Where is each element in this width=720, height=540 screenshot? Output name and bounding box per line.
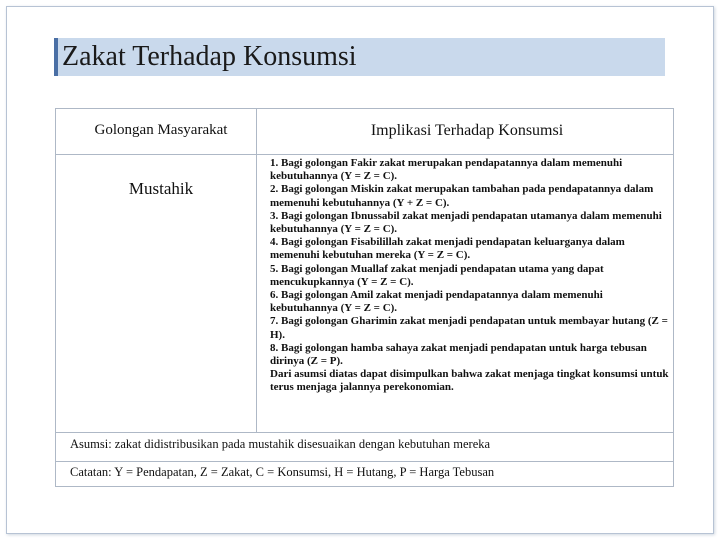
list-item: 2. Bagi golongan Miskin zakat merupakan tambahan pada pendapatannya dalam memenuhi kebutuhannya (Y + Z = C). <box>270 183 654 209</box>
slide-title: Zakat Terhadap Konsumsi <box>62 41 357 72</box>
title-accent <box>54 38 58 76</box>
list-item: 1. Bagi golongan Fakir zakat merupakan pendapatannya dalam memenuhi kebutuhannya (Y = Z = C). <box>270 157 623 183</box>
note-text: Catatan: Y = Pendapatan, Z = Zakat, C = Konsumsi, H = Hutang, P = Harga Tebusan <box>70 465 495 479</box>
list-item: 6. Bagi golongan Amil zakat menjadi pendapatannya dalam memenuhi kebutuhannya (Y = Z = C). <box>270 289 603 315</box>
list-item: 7. Bagi golongan Gharimin zakat menjadi pendapatan untuk membayar hutang (Z = H). <box>270 315 668 341</box>
assumption-text: Asumsi: zakat didistribusikan pada mustahik disesuaikan dengan kebutuhan mereka <box>70 437 491 451</box>
table-divider-header <box>56 154 673 155</box>
list-item: 3. Bagi golongan Ibnussabil zakat menjadi pendapatan utamanya dalam memenuhi kebutuhannya (Y = Z = C). <box>270 209 662 236</box>
conclusion-text: Dari asumsi diatas dapat disimpulkan bahwa zakat menjaga tingkat konsumsi untuk terus menjaga jalannya perekonomian. <box>270 368 669 394</box>
list-item: 4. Bagi golongan Fisabilillah zakat menjadi pendapatan keluarganya dalam memenuhi kebutuhan mereka (Y = Z = C). <box>270 236 625 262</box>
group-label: Mustahik <box>128 179 194 198</box>
header-golongan: Golongan Masyarakat <box>94 122 228 138</box>
table-divider-assumption <box>56 461 673 462</box>
list-item: 5. Bagi golongan Muallaf zakat menjadi pendapatan utama yang dapat mencukupkannya (Y = Z = C). <box>270 262 604 288</box>
list-item: 8. Bagi golongan hamba sahaya zakat menjadi pendapatan untuk harga tebusan dirinya (Z = P). <box>270 341 647 368</box>
implication-list <box>270 157 670 395</box>
table-column-divider <box>256 109 257 432</box>
table-divider-body <box>56 432 673 433</box>
implication-table <box>55 108 674 487</box>
header-implikasi: Implikasi Terhadap Konsumsi <box>370 122 564 139</box>
